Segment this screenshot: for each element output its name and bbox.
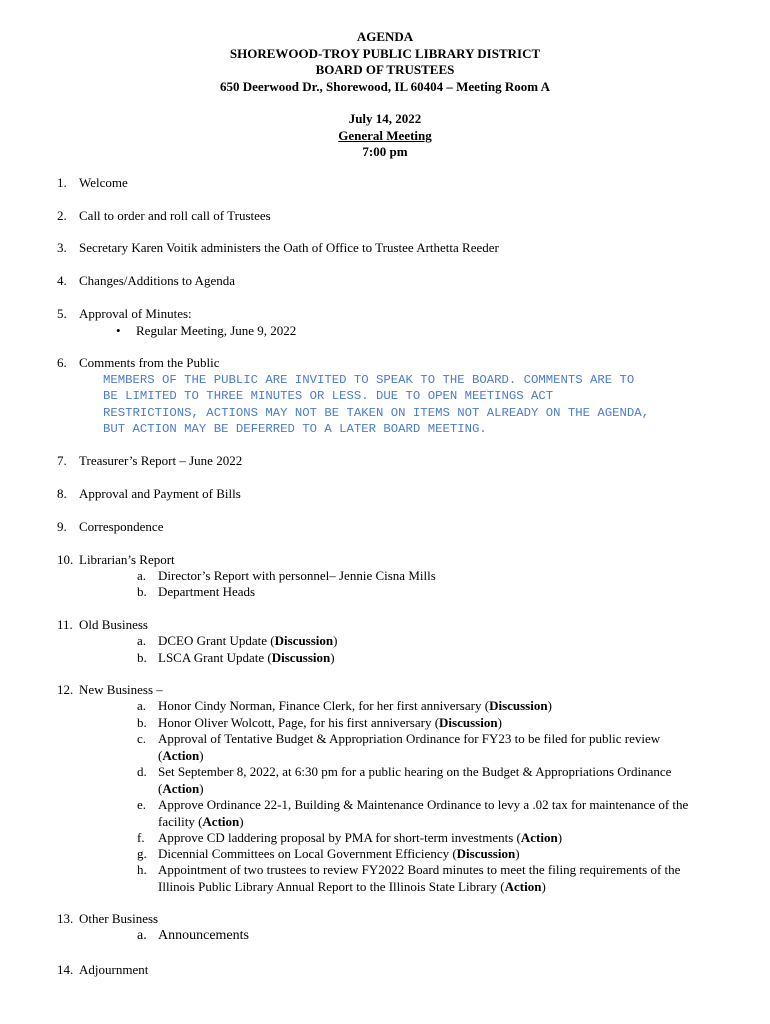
agenda-item (57, 306, 192, 323)
agenda-item (57, 911, 158, 928)
sub-item-text: Appointment of two trustees to review FY2022 Board minutes to meet the filing requirements of the (158, 862, 681, 877)
item-number: 3. (57, 240, 67, 255)
sub-item-text: Honor Cindy Norman, Finance Clerk, for her first anniversary ( (158, 698, 490, 713)
sub-item-end: ) (330, 650, 335, 665)
item-number: 13. (57, 911, 74, 926)
sub-item (137, 862, 681, 895)
sub-item-letter: g. (137, 846, 147, 861)
sub-item-letter: a. (137, 698, 147, 713)
sub-item-end: ) (547, 698, 552, 713)
sub-item (137, 928, 249, 945)
sub-item-tag: Discussion (439, 715, 498, 730)
item-label: Approval of Minutes: (79, 306, 192, 321)
item-label: Call to order and roll call of Trustees (79, 208, 271, 223)
sub-item (137, 698, 552, 715)
item-number: 4. (57, 273, 67, 288)
sub-item (137, 797, 689, 830)
sub-item-letter: d. (137, 764, 147, 779)
sub-item-letter: b. (137, 715, 147, 730)
library-name: SHOREWOOD-TROY PUBLIC LIBRARY DISTRICT (229, 45, 541, 61)
meeting-location: 650 Deerwood Dr., Shorewood, IL 60404 – Meeting Room A (219, 78, 551, 94)
agenda-item (57, 355, 219, 372)
sub-item-text-cont: facility ( (158, 813, 203, 829)
sub-item-end: ) (239, 813, 244, 829)
sub-item (137, 830, 563, 847)
meeting-time: 7:00 pm (362, 144, 408, 159)
sub-item (137, 568, 436, 585)
sub-item-text-cont: ( (158, 780, 163, 796)
agenda-item (57, 486, 241, 503)
sub-item-end: ) (333, 633, 338, 648)
sub-item-text: Announcements (158, 928, 249, 943)
sub-item-end: ) (497, 715, 502, 730)
sub-item-text: Approve CD laddering proposal by PMA for short-term investments ( (158, 830, 521, 845)
item-number: 2. (57, 208, 67, 223)
agenda-item (57, 453, 242, 470)
sub-item-end: ) (199, 780, 204, 796)
sub-item-end: ) (557, 830, 563, 845)
minutes-bullet-item (116, 323, 297, 340)
item-label: Treasurer’s Report – June 2022 (79, 453, 243, 468)
bullet-text: Regular Meeting, June 9, 2022 (136, 323, 297, 338)
agenda-item (57, 208, 271, 225)
sub-item-tag: Discussion (271, 650, 331, 665)
sub-item-text: Set September 8, 2022, at 6:30 pm for a public hearing on the Budget & Appropriations Ordinance (158, 764, 672, 779)
item-number: 14. (57, 962, 74, 977)
agenda-item (57, 552, 175, 569)
sub-item-text: DCEO Grant Update ( (158, 633, 275, 648)
sub-item-letter: c. (137, 731, 147, 746)
sub-item-end: ) (541, 878, 546, 894)
item-label: Other Business (79, 911, 159, 926)
sub-item-letter: e. (137, 797, 147, 812)
sub-item-end: ) (199, 747, 204, 763)
item-label: Comments from the Public (79, 355, 220, 370)
sub-item-letter: b. (137, 650, 147, 665)
item-label: New Business – (79, 682, 163, 697)
sub-item-tag: Discussion (456, 846, 516, 861)
sub-item-tag: Discussion (489, 698, 548, 713)
bullet-icon: • (116, 323, 121, 338)
meeting-type: General Meeting (338, 127, 432, 143)
sub-item-letter: a. (137, 928, 147, 943)
sub-item-tag: Action (202, 813, 240, 829)
sub-item (137, 764, 672, 797)
sub-item-letter: a. (137, 568, 147, 583)
sub-item-text: Dicennial Committees on Local Government Efficiency ( (158, 846, 457, 861)
sub-item (137, 650, 335, 667)
sub-item-text: Director’s Report with personnel– Jennie Cisna Mills (158, 568, 436, 583)
item-number: 12. (57, 682, 74, 697)
item-label: Welcome (79, 175, 128, 190)
sub-item-letter: a. (137, 633, 147, 648)
item-number: 1. (57, 175, 67, 190)
item-number: 5. (57, 306, 67, 321)
sub-item (137, 846, 520, 863)
sub-item-letter: b. (137, 584, 147, 599)
item-label: Old Business (79, 617, 148, 632)
meeting-date: July 14, 2022 (348, 111, 422, 126)
agenda-item (57, 240, 499, 257)
agenda-item (57, 962, 148, 979)
sub-item (137, 633, 338, 650)
agenda-item (57, 682, 163, 699)
item-number: 7. (57, 453, 67, 468)
public-comment-notice: MEMBERS OF THE PUBLIC ARE INVITED TO SPEAK TO THE BOARD. COMMENTS ARE TO BE LIMITED TO THREE MINUTES OR LESS. DUE TO OPEN MEETINGS ACT RESTRICTIONS, ACTIONS MAY NOT BE TAKEN ON ITEMS NOT ALREADY ON THE AGENDA, BUT ACTION MAY BE DEFERRED TO A LATER BOARD MEETING. (103, 373, 650, 437)
sub-item-text-cont: ( (158, 747, 163, 763)
item-label: Changes/Additions to Agenda (79, 273, 235, 288)
agenda-header (0, 29, 770, 161)
sub-item-tag: Action (520, 830, 558, 845)
sub-item-tag: Discussion (274, 633, 334, 648)
sub-item-end: ) (515, 846, 520, 861)
sub-item-tag: Action (162, 747, 200, 763)
sub-item-letter: h. (137, 862, 147, 877)
sub-item-text: Department Heads (158, 584, 256, 599)
sub-item-text: Honor Oliver Wolcott, Page, for his first anniversary ( (158, 715, 440, 730)
sub-item-tag: Action (504, 878, 542, 894)
item-label: Adjournment (79, 962, 149, 977)
sub-item-tag: Action (162, 780, 200, 796)
sub-item (137, 584, 256, 601)
sub-item-text: Approval of Tentative Budget & Appropriation Ordinance for FY23 to be filed for public review (158, 731, 661, 746)
item-label: Approval and Payment of Bills (79, 486, 241, 501)
item-label: Secretary Karen Voitik administers the Oath of Office to Trustee Arthetta Reeder (79, 240, 499, 255)
item-label: Librarian’s Report (79, 552, 175, 567)
board-name: BOARD OF TRUSTEES (315, 62, 455, 77)
sub-item-text-cont: Illinois Public Library Annual Report to the Illinois State Library ( (158, 878, 505, 894)
sub-item (137, 715, 502, 732)
item-number: 10. (57, 552, 74, 567)
sub-item-text: Approve Ordinance 22-1, Building & Maintenance Ordinance to levy a .02 tax for maintenance of the (158, 797, 689, 812)
item-number: 6. (57, 355, 67, 370)
item-number: 8. (57, 486, 67, 501)
agenda-item (57, 273, 235, 290)
sub-item-letter: f. (137, 830, 145, 845)
sub-item-text: LSCA Grant Update ( (158, 650, 272, 665)
agenda-title: AGENDA (356, 29, 414, 44)
item-number: 11. (57, 617, 73, 632)
item-label: Correspondence (79, 519, 164, 534)
agenda-item (57, 175, 128, 192)
agenda-item (57, 519, 163, 536)
item-number: 9. (57, 519, 67, 534)
agenda-item (57, 617, 148, 634)
sub-item (137, 731, 661, 764)
